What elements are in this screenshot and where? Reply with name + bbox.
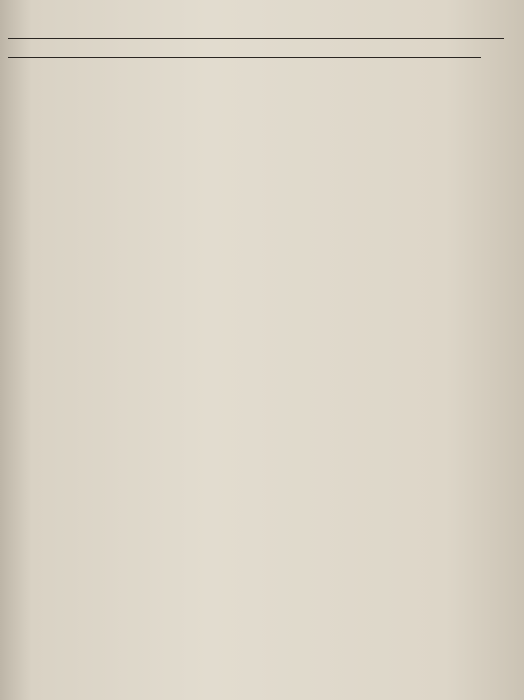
table-of-contents xyxy=(8,48,498,61)
running-header xyxy=(8,22,504,39)
chapter-heading xyxy=(8,54,481,58)
